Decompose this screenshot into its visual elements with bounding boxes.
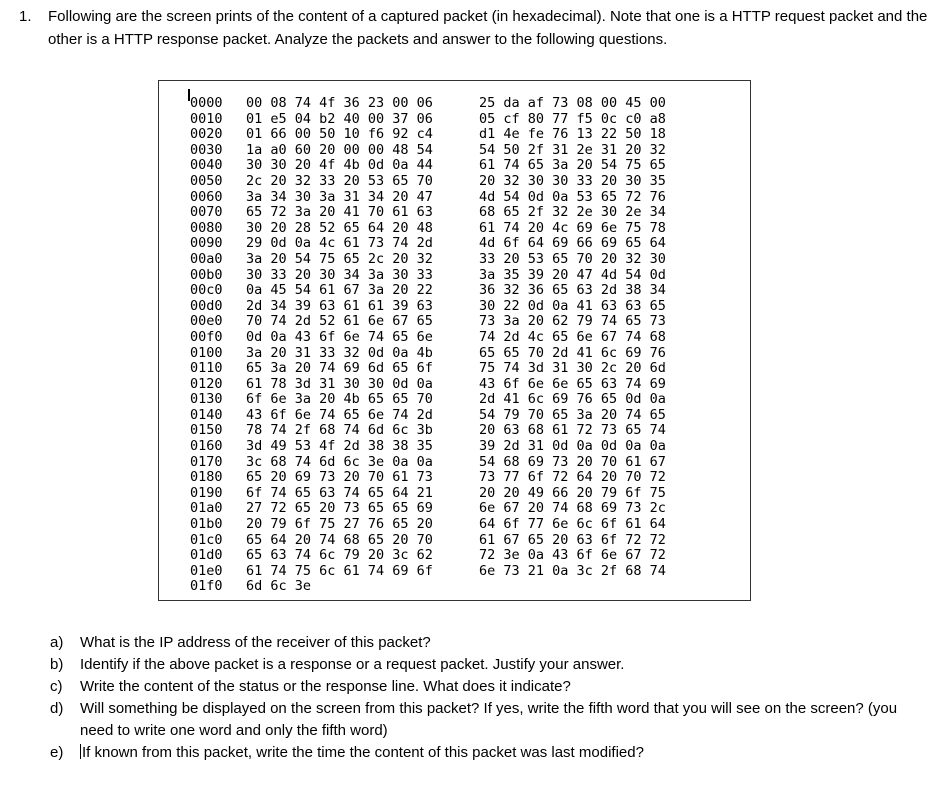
- hex-bytes-left: 3a 34 30 3a 31 34 20 47: [246, 188, 433, 205]
- hexdump-row: [190, 533, 666, 549]
- hexdump-row: [190, 252, 666, 268]
- hexdump-row: [190, 236, 666, 252]
- hex-bytes-left: 3a 20 31 33 32 0d 0a 4b: [246, 344, 433, 361]
- hex-bytes-left: 3a 20 54 75 65 2c 20 32: [246, 250, 433, 267]
- hex-offset: 0010: [190, 110, 223, 127]
- hex-offset: 01d0: [190, 547, 223, 564]
- hexdump-row: [190, 392, 666, 408]
- hexdump-row: [190, 205, 666, 221]
- hex-bytes-left: 0d 0a 43 6f 6e 74 65 6e: [246, 328, 433, 345]
- hexdump-row: [190, 143, 666, 159]
- hexdump-row: [190, 158, 666, 174]
- hex-offset: 0160: [190, 438, 223, 455]
- text-cursor: [80, 744, 81, 759]
- hexdump-row: [190, 486, 666, 502]
- hex-bytes-left: 01 e5 04 b2 40 00 37 06: [246, 110, 433, 127]
- hex-offset: 0080: [190, 219, 223, 236]
- hex-bytes-right: 4d 6f 64 69 66 69 65 64: [479, 235, 666, 252]
- subquestion-d: [50, 698, 920, 742]
- hex-offset: 0130: [190, 391, 223, 408]
- hex-offset: 00e0: [190, 313, 223, 330]
- hex-bytes-right: 54 68 69 73 20 70 61 67: [479, 453, 666, 470]
- hexdump-row: [190, 579, 666, 595]
- hexdump-row: [190, 517, 666, 533]
- hex-bytes-left: 65 64 20 74 68 65 20 70: [246, 531, 433, 548]
- hex-bytes-left: 29 0d 0a 4c 61 73 74 2d: [246, 235, 433, 252]
- hex-offset: 01c0: [190, 531, 223, 548]
- hex-bytes-right: 64 6f 77 6e 6c 6f 61 64: [479, 516, 666, 533]
- hexdump-row: [190, 423, 666, 439]
- subquestion-text: Write the content of the status or the response line. What does it indicate?: [80, 678, 571, 695]
- hex-bytes-left: 3c 68 74 6d 6c 3e 0a 0a: [246, 453, 433, 470]
- hex-bytes-right: 43 6f 6e 6e 65 63 74 69: [479, 375, 666, 392]
- hexdump-row: [190, 501, 666, 517]
- hex-offset: 01b0: [190, 516, 223, 533]
- hex-bytes-left: 65 3a 20 74 69 6d 65 6f: [246, 360, 433, 377]
- hex-bytes-right: 54 50 2f 31 2e 31 20 32: [479, 141, 666, 158]
- hex-bytes-right: 30 22 0d 0a 41 63 63 65: [479, 297, 666, 314]
- hex-bytes-right: 20 63 68 61 72 73 65 74: [479, 422, 666, 439]
- subquestion-letter: a): [50, 634, 64, 651]
- hex-bytes-left: 30 33 20 30 34 3a 30 33: [246, 266, 433, 283]
- hex-bytes-right: 4d 54 0d 0a 53 65 72 76: [479, 188, 666, 205]
- hexdump-row: [190, 408, 666, 424]
- hex-bytes-left: 61 74 75 6c 61 74 69 6f: [246, 562, 433, 579]
- hex-bytes-right: 65 65 70 2d 41 6c 69 76: [479, 344, 666, 361]
- hexdump-row: [190, 299, 666, 315]
- hex-offset: 0030: [190, 141, 223, 158]
- hex-bytes-left: 30 20 28 52 65 64 20 48: [246, 219, 433, 236]
- subquestion-text: Identify if the above packet is a response or a request packet. Justify your answer.: [80, 656, 625, 673]
- hexdump-row: [190, 112, 666, 128]
- hex-bytes-left: 43 6f 6e 74 65 6e 74 2d: [246, 406, 433, 423]
- hexdump-row: [190, 548, 666, 564]
- hex-bytes-right: 72 3e 0a 43 6f 6e 67 72: [479, 547, 666, 564]
- hex-offset: 0000: [190, 95, 223, 111]
- hexdump-row: [190, 190, 666, 206]
- hexdump-row: [190, 470, 666, 486]
- hex-bytes-right: 61 74 65 3a 20 54 75 65: [479, 157, 666, 174]
- hex-bytes-right: 2d 41 6c 69 76 65 0d 0a: [479, 391, 666, 408]
- subquestion-letter: d): [50, 700, 64, 717]
- hex-offset: 0120: [190, 375, 223, 392]
- hex-offset: 0070: [190, 204, 223, 221]
- hex-offset: 0140: [190, 406, 223, 423]
- hex-bytes-left: 20 79 6f 75 27 76 65 20: [246, 516, 433, 533]
- question-text: Following are the screen prints of the content of a captured packet (in hexadecimal). Note that one is a HTTP request packet and the other is a HTTP response packet. Analyze the packets and answer to the following questions.: [48, 8, 928, 48]
- hexdump-rows: [190, 96, 666, 595]
- hexdump-row: [190, 96, 666, 112]
- hex-bytes-right: 20 20 49 66 20 79 6f 75: [479, 484, 666, 501]
- hexdump-row: [190, 268, 666, 284]
- hex-bytes-right: 68 65 2f 32 2e 30 2e 34: [479, 204, 666, 221]
- hex-offset: 0190: [190, 484, 223, 501]
- subquestion-text: Will something be displayed on the screen from this packet? If yes, write the fifth word that you will see on the screen? (you need to write one word and only the fifth word): [80, 700, 898, 739]
- hex-bytes-left: 70 74 2d 52 61 6e 67 65: [246, 313, 433, 330]
- hex-offset: 00a0: [190, 250, 223, 267]
- subquestion-letter: e): [50, 744, 64, 761]
- hexdump-row: [190, 439, 666, 455]
- hex-bytes-left: 2c 20 32 33 20 53 65 70: [246, 172, 433, 189]
- hex-bytes-right: 33 20 53 65 70 20 32 30: [479, 250, 666, 267]
- hex-bytes-right: d1 4e fe 76 13 22 50 18: [479, 126, 666, 143]
- subquestion-letter: b): [50, 656, 64, 673]
- hex-bytes-left: 61 78 3d 31 30 30 0d 0a: [246, 375, 433, 392]
- hex-bytes-left: 27 72 65 20 73 65 65 69: [246, 500, 433, 517]
- hex-bytes-left: 65 63 74 6c 79 20 3c 62: [246, 547, 433, 564]
- subquestion-text: What is the IP address of the receiver of this packet?: [80, 634, 431, 651]
- hexdump-row: [190, 330, 666, 346]
- hex-bytes-left: 65 20 69 73 20 70 61 73: [246, 469, 433, 486]
- hex-bytes-right: 39 2d 31 0d 0a 0d 0a 0a: [479, 438, 666, 455]
- hex-bytes-right: 6e 67 20 74 68 69 73 2c: [479, 500, 666, 517]
- hex-offset: 0100: [190, 344, 223, 361]
- subquestion-text: If known from this packet, write the time the content of this packet was last modified?: [82, 744, 644, 761]
- hex-offset: 0090: [190, 235, 223, 252]
- hex-offset: 01e0: [190, 562, 223, 579]
- subquestion-letter: c): [50, 678, 63, 695]
- subquestion-a: [50, 632, 920, 654]
- hex-bytes-right: 36 32 36 65 63 2d 38 34: [479, 282, 666, 299]
- hexdump-row: [190, 314, 666, 330]
- hex-bytes-left: 30 30 20 4f 4b 0d 0a 44: [246, 157, 433, 174]
- hex-offset: 0110: [190, 360, 223, 377]
- subquestion-c: [50, 676, 920, 698]
- hex-bytes-left: 3d 49 53 4f 2d 38 38 35: [246, 438, 433, 455]
- hex-bytes-left: 78 74 2f 68 74 6d 6c 3b: [246, 422, 433, 439]
- hex-bytes-right: 3a 35 39 20 47 4d 54 0d: [479, 266, 666, 283]
- subquestion-b: [50, 654, 920, 676]
- hex-bytes-left: 65 72 3a 20 41 70 61 63: [246, 204, 433, 221]
- hex-bytes-left: 2d 34 39 63 61 61 39 63: [246, 297, 433, 314]
- hex-offset: 0060: [190, 188, 223, 205]
- hex-offset: 00b0: [190, 266, 223, 283]
- hex-bytes-right: 74 2d 4c 65 6e 67 74 68: [479, 328, 666, 345]
- hex-bytes-right: 73 77 6f 72 64 20 70 72: [479, 469, 666, 486]
- hex-bytes-right: 61 74 20 4c 69 6e 75 78: [479, 219, 666, 236]
- hex-bytes-right: 6e 73 21 0a 3c 2f 68 74: [479, 562, 666, 579]
- hexdump-row: [190, 455, 666, 471]
- hex-offset: 01f0: [190, 578, 223, 595]
- hex-offset: 0180: [190, 469, 223, 486]
- hex-bytes-right: 75 74 3d 31 30 2c 20 6d: [479, 360, 666, 377]
- hex-offset: 0040: [190, 157, 223, 174]
- hex-bytes-left: 01 66 00 50 10 f6 92 c4: [246, 126, 433, 143]
- hexdump-row: [190, 346, 666, 362]
- hex-bytes-left: 1a a0 60 20 00 00 48 54: [246, 141, 433, 158]
- hexdump-row: [190, 127, 666, 143]
- hex-bytes-right: 54 79 70 65 3a 20 74 65: [479, 406, 666, 423]
- hex-bytes-right: 05 cf 80 77 f5 0c c0 a8: [479, 110, 666, 127]
- hex-bytes-left: 00 08 74 4f 36 23 00 06: [246, 95, 433, 111]
- hexdump-row: [190, 377, 666, 393]
- subquestion-list: [50, 632, 920, 764]
- hexdump-row: [190, 221, 666, 237]
- hex-bytes-left: 6d 6c 3e: [246, 578, 312, 595]
- hexdump-row: [190, 283, 666, 299]
- hex-offset: 00f0: [190, 328, 223, 345]
- hexdump-row: [190, 174, 666, 190]
- hexdump-row: [190, 361, 666, 377]
- question-number: 1.: [19, 8, 32, 25]
- hex-offset: 00d0: [190, 297, 223, 314]
- hexdump-box: [158, 80, 751, 601]
- hex-bytes-left: 6f 74 65 63 74 65 64 21: [246, 484, 433, 501]
- subquestion-e: [50, 742, 920, 764]
- hex-bytes-left: 6f 6e 3a 20 4b 65 65 70: [246, 391, 433, 408]
- hex-offset: 00c0: [190, 282, 223, 299]
- hex-bytes-right: 20 32 30 30 33 20 30 35: [479, 172, 666, 189]
- hex-offset: 01a0: [190, 500, 223, 517]
- hex-offset: 0150: [190, 422, 223, 439]
- hex-bytes-right: 61 67 65 20 63 6f 72 72: [479, 531, 666, 548]
- hexdump-row: [190, 564, 666, 580]
- hex-bytes-right: 73 3a 20 62 79 74 65 73: [479, 313, 666, 330]
- hex-bytes-left: 0a 45 54 61 67 3a 20 22: [246, 282, 433, 299]
- hex-offset: 0170: [190, 453, 223, 470]
- hex-offset: 0020: [190, 126, 223, 143]
- hex-offset: 0050: [190, 172, 223, 189]
- hex-bytes-right: 25 da af 73 08 00 45 00: [479, 95, 666, 111]
